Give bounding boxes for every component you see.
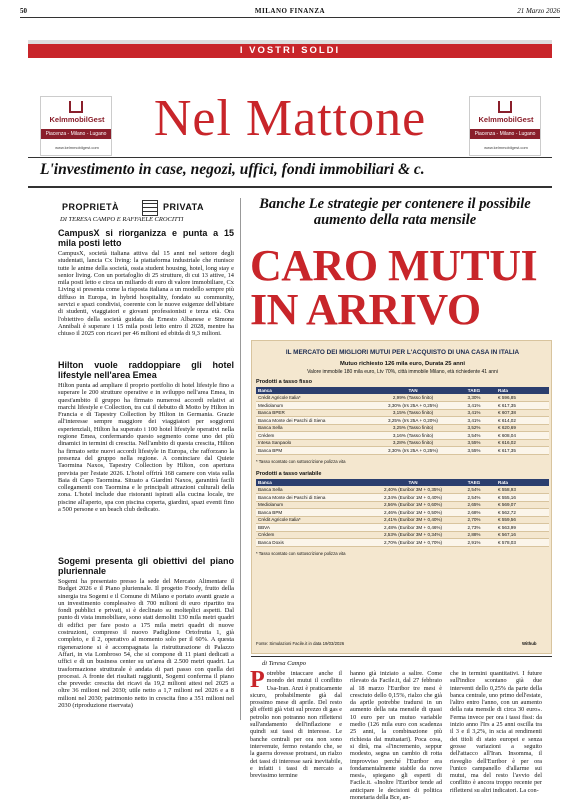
table-header-row — [256, 387, 549, 394]
mortgage-rates-box — [251, 340, 552, 654]
table-cell: € 558,93 — [496, 486, 549, 494]
drop-cap: P — [250, 667, 265, 693]
table-row — [256, 447, 549, 455]
table-cell: 2,65% — [452, 501, 496, 509]
table-cell: 3,55% — [452, 439, 496, 447]
article-kicker: Banche Le strategie per contenere il possibile aumento della rata mensile — [259, 196, 531, 228]
table-cell: Banca BPM — [256, 447, 374, 455]
col-header: Banca — [256, 479, 374, 486]
table-cell: € 578,03 — [496, 539, 549, 547]
page-number: 50 — [20, 7, 27, 15]
table-cell: 3,41% — [452, 402, 496, 410]
table-cell: 3,41% — [452, 409, 496, 417]
table-cell: BBVA — [256, 524, 374, 532]
table-cell: 3,30% — [452, 394, 496, 402]
table-cell: Banca BPM — [256, 509, 374, 517]
publication-name: MILANO FINANZA — [254, 7, 326, 15]
table-subtitle-2: Valore immobile 180 mila euro, Ltv 70%, città immobile Milano, età richiedente 41 anni — [307, 369, 498, 375]
table-row — [256, 524, 549, 532]
table-cell: 2,40% (Euribor 3M + 0,35%) — [374, 486, 452, 494]
table-cell: 2,88% — [452, 531, 496, 539]
table-cell: 2,73% — [452, 524, 496, 532]
table-cell: 2,46% (Euribor 1M + 0,50%) — [374, 509, 452, 517]
article-headline — [250, 241, 550, 334]
variable-section-label: Prodotti a tasso variabile — [256, 471, 322, 477]
article-column-3: che in termini quantitativi. I future sull'indice scontano già due interventi dello 0,25% da parte della banca centrale, uno primo dell'estate, l'altro entro l'anno, con un aumento della rata mensile di circa 30 euro». Ferma invece per ora i tassi fissi: da inizio anno l'Irs a 25 anni oscilla tra il 3 e il 3,2%, in scia ai rendimenti dei titoli di stato europei e senza grosse variazioni a seguito dell'attacco all'Iran. Insomma, il risveglio dell'Euribor è per ora l'unico campanello d'allarme sui mutui, ma del resto l'avvio del conflitto è ancora troppo recente per riflettersi su altri indicatori. La con- — [450, 670, 542, 794]
table-cell: € 569,07 — [496, 501, 549, 509]
table-cell: 2,54% — [452, 486, 496, 494]
table-cell: Crédit Agricole Italia* — [256, 394, 374, 402]
col-header: TAN — [374, 479, 452, 486]
fixed-rate-table — [256, 387, 549, 455]
table-row — [256, 539, 549, 547]
table-row — [256, 417, 549, 425]
table-row — [256, 531, 549, 539]
article-column-2: hanno già iniziato a salire. Come rilevato da Facile.it, dal 27 febbraio al 18 marzo l'Euribor tre mesi è cresciuto dello 0,15%, rialzo che già da aprile potrebbe tradursi in un aumento della rata mensile di quasi 10 euro per un mutuo variabile medio (126 mila euro con scadenza 25 anni, la combinazione più richiesta dai mutuatari). Poca cosa, si dirà, ma «l'incremento, seppur modesto, segna un cambio di rotta improvviso perché l'Euribor era fondamentalmente stabile da nove mesi», spiegano gli esperti di Facile.it. «Inoltre l'Euribor tende ad anticipare le decisioni di politica monetaria della Bce, an- — [350, 670, 442, 801]
article-text: otrebbe intaccare anche il mondo dei mutui il conflitto Usa-Iran. Anzi è praticamente sicuro, probabilmente già dal prossimo mese di aprile. Del resto gli effetti già visti sul prezzo di gas e petrolio non potranno non riflettersi sull'andamento dell'inflazione e quindi sui tassi di interesse. Le banche centrali per ora non sono intervenute, fermo restando che, se la guerra dovesse protrarsi, un rialzo dei tassi di interesse sarà inevitabile, e infatti i tassi di mercato a brevissimo termine — [250, 670, 342, 780]
table-cell: Crédem — [256, 531, 374, 539]
table-row — [256, 402, 549, 410]
table-row — [256, 409, 549, 417]
table-subtitle: Mutuo richiesto 126 mila euro, Durata 25 anni — [340, 361, 465, 367]
table-cell: 3,52% — [452, 424, 496, 432]
fixed-section-label: Prodotti a tasso fisso — [256, 379, 312, 385]
news-item — [58, 228, 234, 338]
table-row — [256, 486, 549, 494]
column-header-b: PRIVATA — [163, 202, 204, 212]
page-header — [20, 6, 560, 18]
table-cell: Mediolanum — [256, 501, 374, 509]
table-cell: 3,30% (Irs 25A + 0,25%) — [374, 447, 452, 455]
table-cell: € 607,38 — [496, 409, 549, 417]
advert-logo-name: KelmmobilGest — [478, 115, 534, 124]
col-header: TAEG — [452, 387, 496, 394]
table-cell: 2,34% (Euribor 1M + 0,40%) — [374, 494, 452, 502]
table-cell: € 616,02 — [496, 439, 549, 447]
table-cell: 3,30% (Irs 25A + 0,25%) — [374, 402, 452, 410]
table-cell: 2,41% (Euribor 3M + 0,40%) — [374, 516, 452, 524]
news-item — [58, 360, 234, 513]
news-title: Hilton vuole raddoppiare gli hotel lifestyle nell'area Emea — [58, 360, 234, 380]
table-note: * Tasso scontato con sottoscrizione polizza vita — [256, 551, 346, 556]
table-cell: 3,55% — [452, 447, 496, 455]
table-cell: 2,70% (Euribor 1M + 0,70%) — [374, 539, 452, 547]
logo-icon — [69, 101, 83, 113]
advert-url[interactable]: www.kelmmobilgest.com — [55, 145, 99, 150]
table-cell: € 563,99 — [496, 524, 549, 532]
table-row — [256, 501, 549, 509]
headline-line-2: IN ARRIVO — [250, 285, 481, 334]
divider — [251, 656, 552, 657]
advert-logo-name: KelmmobilGest — [49, 115, 105, 124]
col-header: TAN — [374, 387, 452, 394]
table-cell: 2,48% (Euribor 3M + 0,46%) — [374, 524, 452, 532]
table-cell: 3,25% (Tasso finito) — [374, 424, 452, 432]
table-cell: Banca Sella — [256, 424, 374, 432]
section-label: I VOSTRI SOLDI — [28, 44, 552, 58]
table-note: * Tasso scontato con sottoscrizione polizza vita — [256, 459, 346, 464]
table-cell: € 608,04 — [496, 432, 549, 440]
table-row — [256, 432, 549, 440]
table-cell: 3,25% (Irs 25A + 0,20%) — [374, 417, 452, 425]
table-cell: Crédem — [256, 432, 374, 440]
col-header: TAEG — [452, 479, 496, 486]
table-cell: Banca Monte dei Paschi di Siena — [256, 417, 374, 425]
table-cell: € 562,72 — [496, 509, 549, 517]
table-cell: 2,70% — [452, 516, 496, 524]
headline-line-1: CARO MUTUI — [250, 241, 538, 290]
table-cell: € 617,35 — [496, 447, 549, 455]
logo-icon — [498, 101, 512, 113]
table-cell: Crédit Agricole Italia* — [256, 516, 374, 524]
table-cell: 3,15% (Tasso finito) — [374, 409, 452, 417]
table-cell: € 555,16 — [496, 494, 549, 502]
news-item — [58, 556, 234, 709]
table-cell: € 620,69 — [496, 424, 549, 432]
advert-url[interactable]: www.kelmmobilgest.com — [484, 145, 528, 150]
article-column-1 — [250, 667, 342, 780]
rubric-tagline: L'investimento in case, negozi, uffici, fondi immobiliari & c. — [40, 161, 425, 178]
col-header: Rata — [496, 387, 549, 394]
table-cell: 3,41% — [452, 417, 496, 425]
table-cell: Banca Sella — [256, 486, 374, 494]
table-row — [256, 439, 549, 447]
issue-date: 21 Marzo 2026 — [517, 7, 560, 15]
advert-logo-sub: Piacenza - Milano - Lugano — [470, 129, 540, 139]
column-byline: DI TERESA CAMPO E RAFFAELE CROCITTI — [60, 216, 184, 223]
advert-logo-sub: Piacenza - Milano - Lugano — [41, 129, 111, 139]
table-cell: 2,53% (Euribor 3M + 0,34%) — [374, 531, 452, 539]
table-cell: € 567,16 — [496, 531, 549, 539]
table-cell: 2,91% — [452, 539, 496, 547]
rubric-title: Nel Mattone — [153, 90, 427, 147]
news-title: Sogemi presenta gli obiettivi del piano pluriennale — [58, 556, 234, 576]
table-cell: 2,68% — [452, 509, 496, 517]
table-cell: Banca Doxis — [256, 539, 374, 547]
table-cell: Banca BPER — [256, 409, 374, 417]
table-cell: 2,54% — [452, 494, 496, 502]
advert-left[interactable] — [40, 96, 112, 156]
table-cell: € 614,02 — [496, 417, 549, 425]
column-header-a: PROPRIETÀ — [62, 202, 120, 212]
table-cell: 3,28% (Tasso finito) — [374, 439, 452, 447]
table-cell: 2,99% (Tasso finito) — [374, 394, 452, 402]
table-cell: € 617,35 — [496, 402, 549, 410]
table-cell: 3,16% (Tasso finito) — [374, 432, 452, 440]
news-body: Sogemi ha presentato presso la sede del Mercato Alimentare il Budget 2026 e il Piano pluriennale. Il progetto Foody, frutto della sinergia tra Sogemi e il Comune di Milano e portato avanti grazie a un investimento complessivo di 700 milioni di euro ripartito tra fondi pubblici e privati, si è declinato su molteplici aspetti. Dal punto di vista immobiliare, sono stati demoliti 130 mila metri quadri di edifici per fare posto a 175 mila metri quadri di nuove costruzioni, compreso il nuovo Padiglione Ortofrutta 1, già completo, e il 2, operativo al momento solo per il 60%. A questa rigenerazione si è accompagnata la ristrutturazione di Palazzo Affari, in via Lombroso 54, che si compone di 11 piani dedicati a uffici e di un business center su un'area di 2.500 metri quadri. La trasformazione strutturale è andata di pari passo con quella dei processi. A fronte dei risultati raggiunti, Sogemi conferma il piano che prevede: crescita dei ricavi da 19,2 milioni attesi nel 2025 a oltre 36 milioni nel 2030; utile netto a 1,7 milioni nel 2026 e a 8 milioni nel 2030; patrimonio netto in crescita fino a 351 milioni nel 2030 (riproduzione riservata) — [58, 578, 234, 710]
table-cell: Intesa Sanpaolo — [256, 439, 374, 447]
table-row — [256, 516, 549, 524]
table-title: IL MERCATO DEI MIGLIORI MUTUI PER L'ACQUISTO DI UNA CASA IN ITALIA — [285, 349, 520, 356]
table-brand: Withub — [522, 641, 537, 646]
table-header-row — [256, 479, 549, 486]
divider — [28, 157, 552, 158]
divider — [28, 186, 552, 188]
table-row — [256, 494, 549, 502]
table-row — [256, 509, 549, 517]
table-cell: Mediolanum — [256, 402, 374, 410]
table-cell: € 559,56 — [496, 516, 549, 524]
table-row — [256, 394, 549, 402]
column-divider — [240, 198, 241, 720]
table-row — [256, 424, 549, 432]
table-cell: € 596,85 — [496, 394, 549, 402]
col-header: Banca — [256, 387, 374, 394]
house-icon — [142, 200, 158, 216]
article-byline: di Teresa Campo — [262, 660, 306, 667]
table-cell: 2,56% (Euribor 1M + 0,60%) — [374, 501, 452, 509]
news-body: Hilton punta ad ampliare il proprio portfolio di hotel lifestyle fino a superare le 200 strutture operative e in sviluppo nell'area Emea, in quest'ambito il gruppo ha firmato numerosi accordi relativi ai marchi lifestyle e Collection, tra cui il debutto di Motto by Hilton in Francia e di Tapestry Collection by Hilton in Germania. Grazie all'interesse sempre maggiore dei viaggiatori per soggiorni esperienziali, Hilton ha superato i 100 hotel lifestyle operativi nella regione Emea, confermando questo segmento come uno dei più dinamici in termini di crescita. Nell'ambito di questa crescita, Hilton ha firmato sette nuovi accordi lifestyle in Europa, che rafforzano la presenza del gruppo nella regione. A cominciare dal Quiete Taormina Naxos, Tapestry Collection by Hilton, con apertura prevista per l'estate 2026. L'hotel offrirà 168 camere con vista sulla Baia di Capo Taormina. Situato a Giardini Naxos, garantirà facili collegamenti con Taormina e le principali attrazioni culturali della zona. L'hotel include due ristoranti ispirati alla cucina locale, tre piscine all'aperto, spa con piscina coperta, giardini, spazi eventi fino a 500 persone e un beach club dedicato. — [58, 382, 234, 514]
news-body: CampusX, società italiana attiva dal 15 anni nel settore degli studentati, lancia Cx living: la piattaforma industriale che riunisce tutte le anime della società, ossia student housing, hotel, long stay e senior living. Con un portafoglio di 25 strutture, di cui 13 attive, 14 mila posti letto e circa un miliardo di euro di valore immobiliare, Cx Living si presenta come la risposta italiana a un modello sempre più diffuso in Europa, in hybrid hospitality, fondato su community, servizi e spazi condivisi, coerente con le nuove esigenze dell'abitare di studenti, viaggiatori e giovani professionisti e terza età. Ora l'obiettivo della società guidata da Ernesto Albanese e Simone Annibali è superare i 15 mila posti letto entro il 2028, mentre ha chiuso il 2025 con ricavi per 46 milioni ed ebitda di 9,3 milioni. — [58, 250, 234, 338]
table-source: Fonte: Simulazioni Facile.it in data 19/03/2026 — [256, 641, 345, 646]
variable-rate-table — [256, 479, 549, 547]
table-cell: Banca Monte dei Paschi di Siena — [256, 494, 374, 502]
news-title: CampusX si riorganizza e punta a 15 mila posti letto — [58, 228, 234, 248]
col-header: Rata — [496, 479, 549, 486]
table-cell: 3,54% — [452, 432, 496, 440]
advert-right[interactable] — [469, 96, 541, 156]
